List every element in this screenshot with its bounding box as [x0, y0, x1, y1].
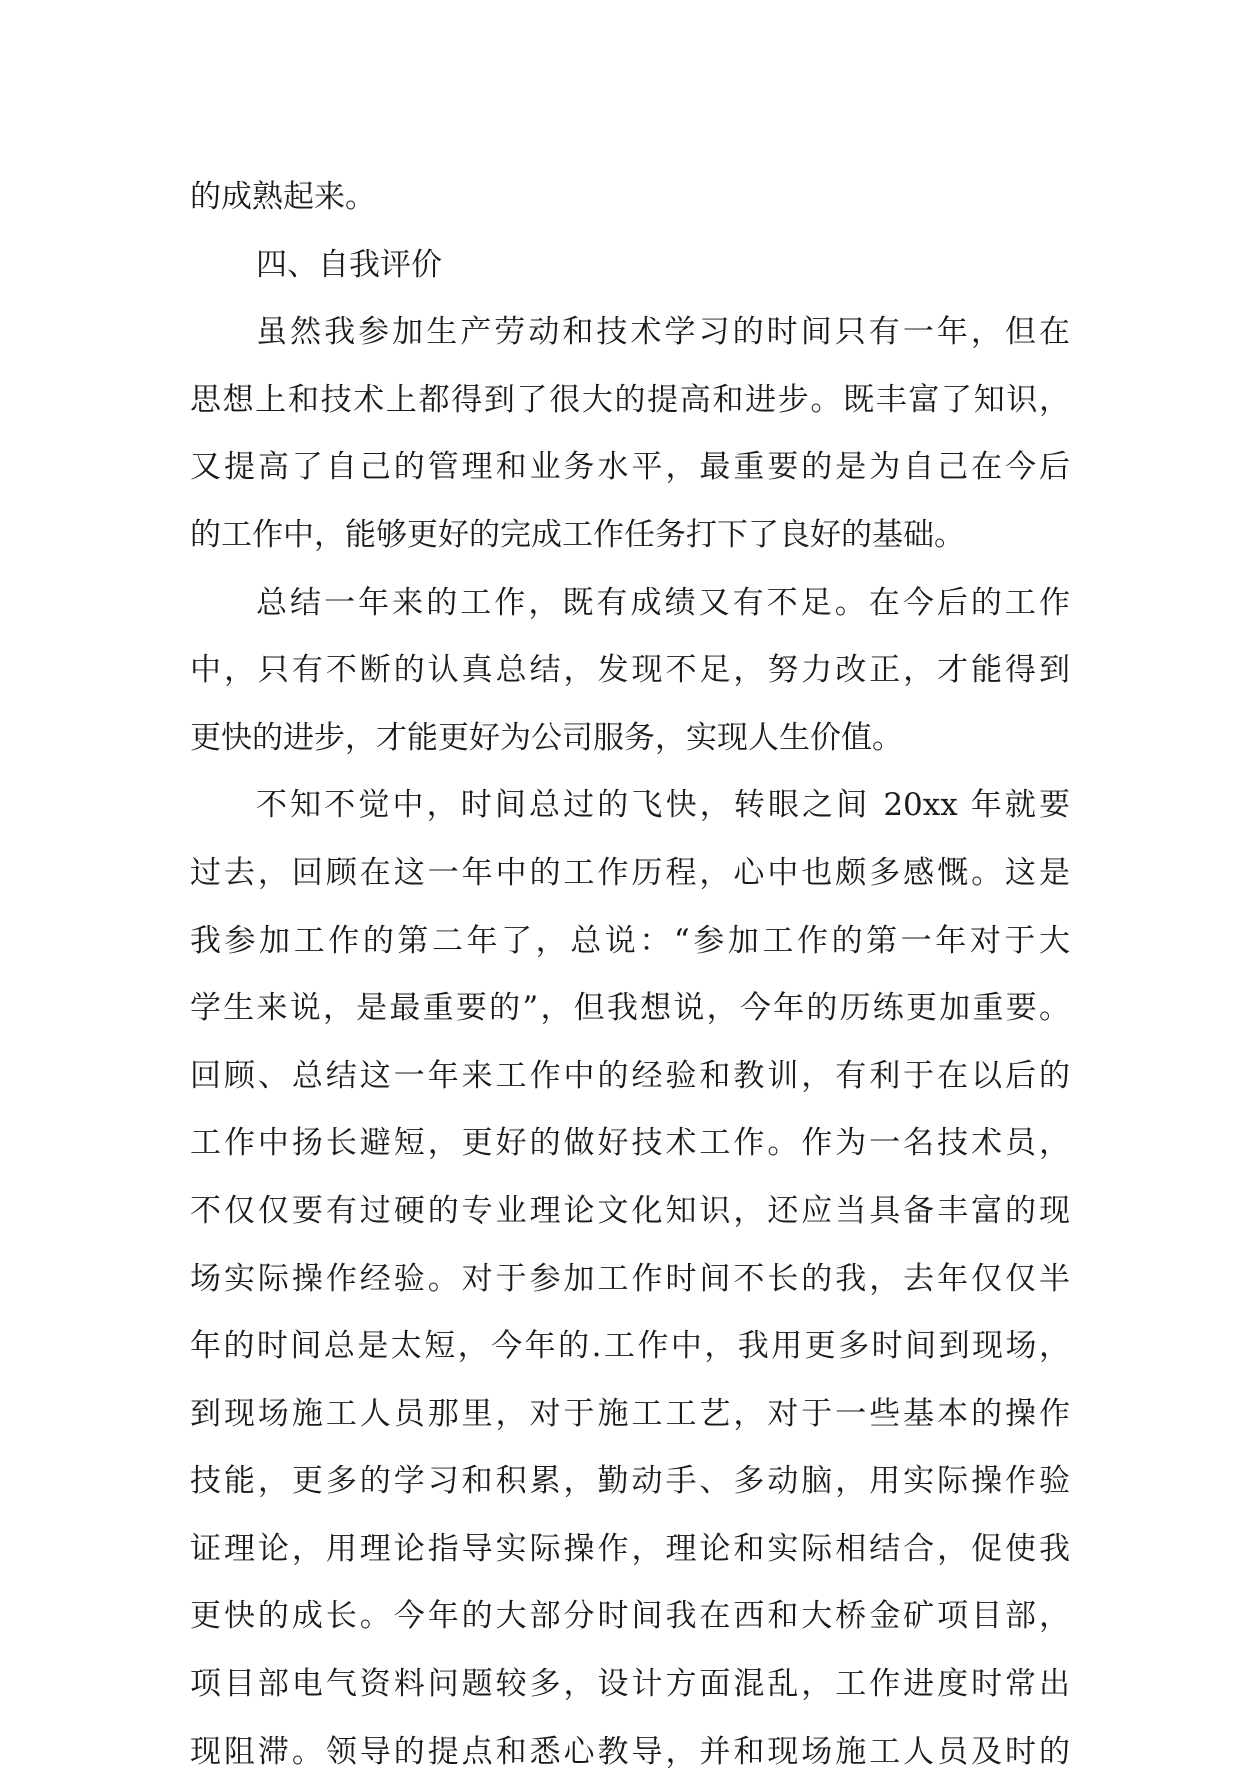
text-line: 更快的进步，才能更好为公司服务，实现人生价值。 [190, 719, 903, 756]
section-heading: 四、自我评价 [256, 246, 442, 283]
text-line: 过去，回顾在这一年中的工作历程，心中也颇多感慨。这是 [190, 854, 1070, 891]
text-line: 回顾、总结这一年来工作中的经验和教训，有利于在以后的 [190, 1057, 1070, 1094]
text-line: 虽然我参加生产劳动和技术学习的时间只有一年，但在 [256, 314, 1070, 351]
text-line: 中，只有不断的认真总结，发现不足，努力改正，才能得到 [190, 652, 1070, 689]
text-line: 到现场施工人员那里，对于施工工艺，对于一些基本的操作 [190, 1395, 1070, 1432]
text-line: 不知不觉中，时间总过的飞快，转眼之间 20xx 年就要 [256, 787, 1070, 824]
text-line: 思想上和技术上都得到了很大的提高和进步。既丰富了知识， [190, 381, 1070, 418]
text-line: 更快的成长。今年的大部分时间我在西和大桥金矿项目部， [190, 1598, 1070, 1635]
text-line: 现阻滞。领导的提点和悉心教导，并和现场施工人员及时的 [190, 1733, 1070, 1770]
text-line: 年的时间总是太短，今年的.工作中，我用更多时间到现场， [190, 1328, 1070, 1365]
text-line: 总结一年来的工作，既有成绩又有不足。在今后的工作 [256, 584, 1070, 621]
text-line: 场实际操作经验。对于参加工作时间不长的我，去年仅仅半 [190, 1260, 1070, 1297]
text-line: 我参加工作的第二年了，总说：“参加工作的第一年对于大 [190, 922, 1070, 959]
text-line: 的工作中，能够更好的完成工作任务打下了良好的基础。 [190, 516, 965, 553]
text-line: 的成熟起来。 [190, 179, 376, 215]
text-line: 技能，更多的学习和积累，勤动手、多动脑，用实际操作验 [190, 1463, 1070, 1500]
text-line: 工作中扬长避短，更好的做好技术工作。作为一名技术员， [190, 1125, 1070, 1162]
text-line: 学生来说，是最重要的”，但我想说，今年的历练更加重要。 [190, 990, 1070, 1027]
text-line: 项目部电气资料问题较多，设计方面混乱，工作进度时常出 [190, 1666, 1070, 1703]
text-line: 又提高了自己的管理和业务水平，最重要的是为自己在今后 [190, 449, 1070, 486]
text-line: 不仅仅要有过硬的专业理论文化知识，还应当具备丰富的现 [190, 1192, 1070, 1229]
document-body [190, 164, 1070, 1786]
text-line: 证理论，用理论指导实际操作，理论和实际相结合，促使我 [190, 1530, 1070, 1567]
